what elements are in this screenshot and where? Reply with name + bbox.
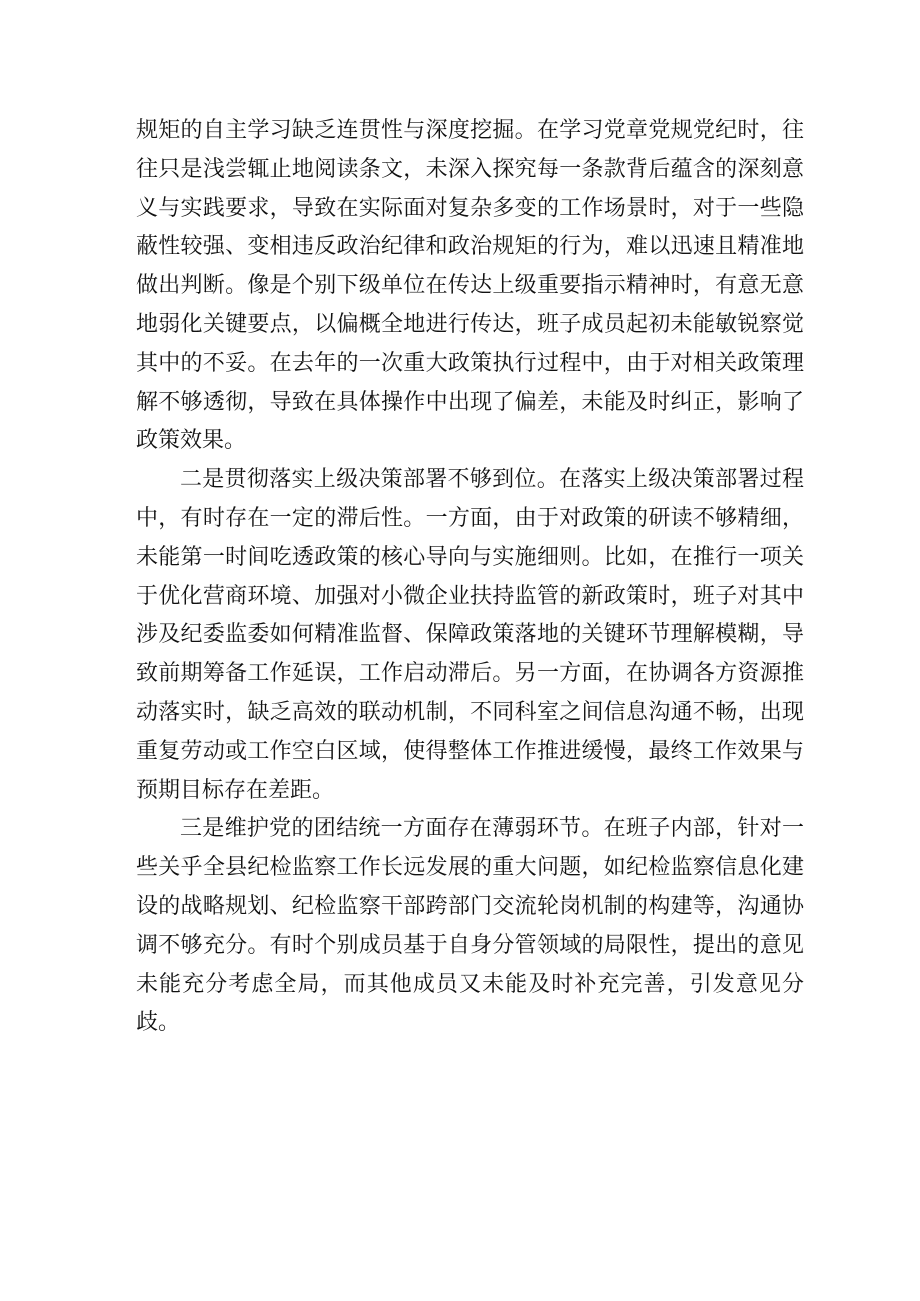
- paragraph-point-three: 三是维护党的团结统一方面存在薄弱环节。在班子内部，针对一些关乎全县纪检监察工作长远发展的重大问题，如纪检监察信息化建设的战略规划、纪检监察干部跨部门交流轮岗机制的构建等，沟通协调不够充分。有时个别成员基于自身分管领域的局限性，提出的意见未能充分考虑全局，而其他成员又未能及时补充完善，引发意见分歧。: [136, 816, 804, 1036]
- document-body: [136, 112, 804, 1043]
- paragraph-point-two: 二是贯彻落实上级决策部署不够到位。在落实上级决策部署过程中，有时存在一定的滞后性。一方面，由于对政策的研读不够精细，未能第一时间吃透政策的核心导向与实施细则。比如，在推行一项关于优化营商环境、加强对小微企业扶持监管的新政策时，班子对其中涉及纪委监委如何精准监督、保障政策落地的关键环节理解模糊，导致前期筹备工作延误，工作启动滞后。另一方面，在协调各方资源推动落实时，缺乏高效的联动机制，不同科室之间信息沟通不畅，出现重复劳动或工作空白区域，使得整体工作推进缓慢，最终工作效果与预期目标存在差距。: [136, 467, 804, 803]
- paragraph-continuation: 规矩的自主学习缺乏连贯性与深度挖掘。在学习党章党规党纪时，往往只是浅尝辄止地阅读条文，未深入探究每一条款背后蕴含的深刻意义与实践要求，导致在实际面对复杂多变的工作场景时，对于一些隐蔽性较强、变相违反政治纪律和政治规矩的行为，难以迅速且精准地做出判断。像是个别下级单位在传达上级重要指示精神时，有意无意地弱化关键要点，以偏概全地进行传达，班子成员起初未能敏锐察觉其中的不妥。在去年的一次重大政策执行过程中，由于对相关政策理解不够透彻，导致在具体操作中出现了偏差，未能及时纠正，影响了政策效果。: [136, 118, 804, 454]
